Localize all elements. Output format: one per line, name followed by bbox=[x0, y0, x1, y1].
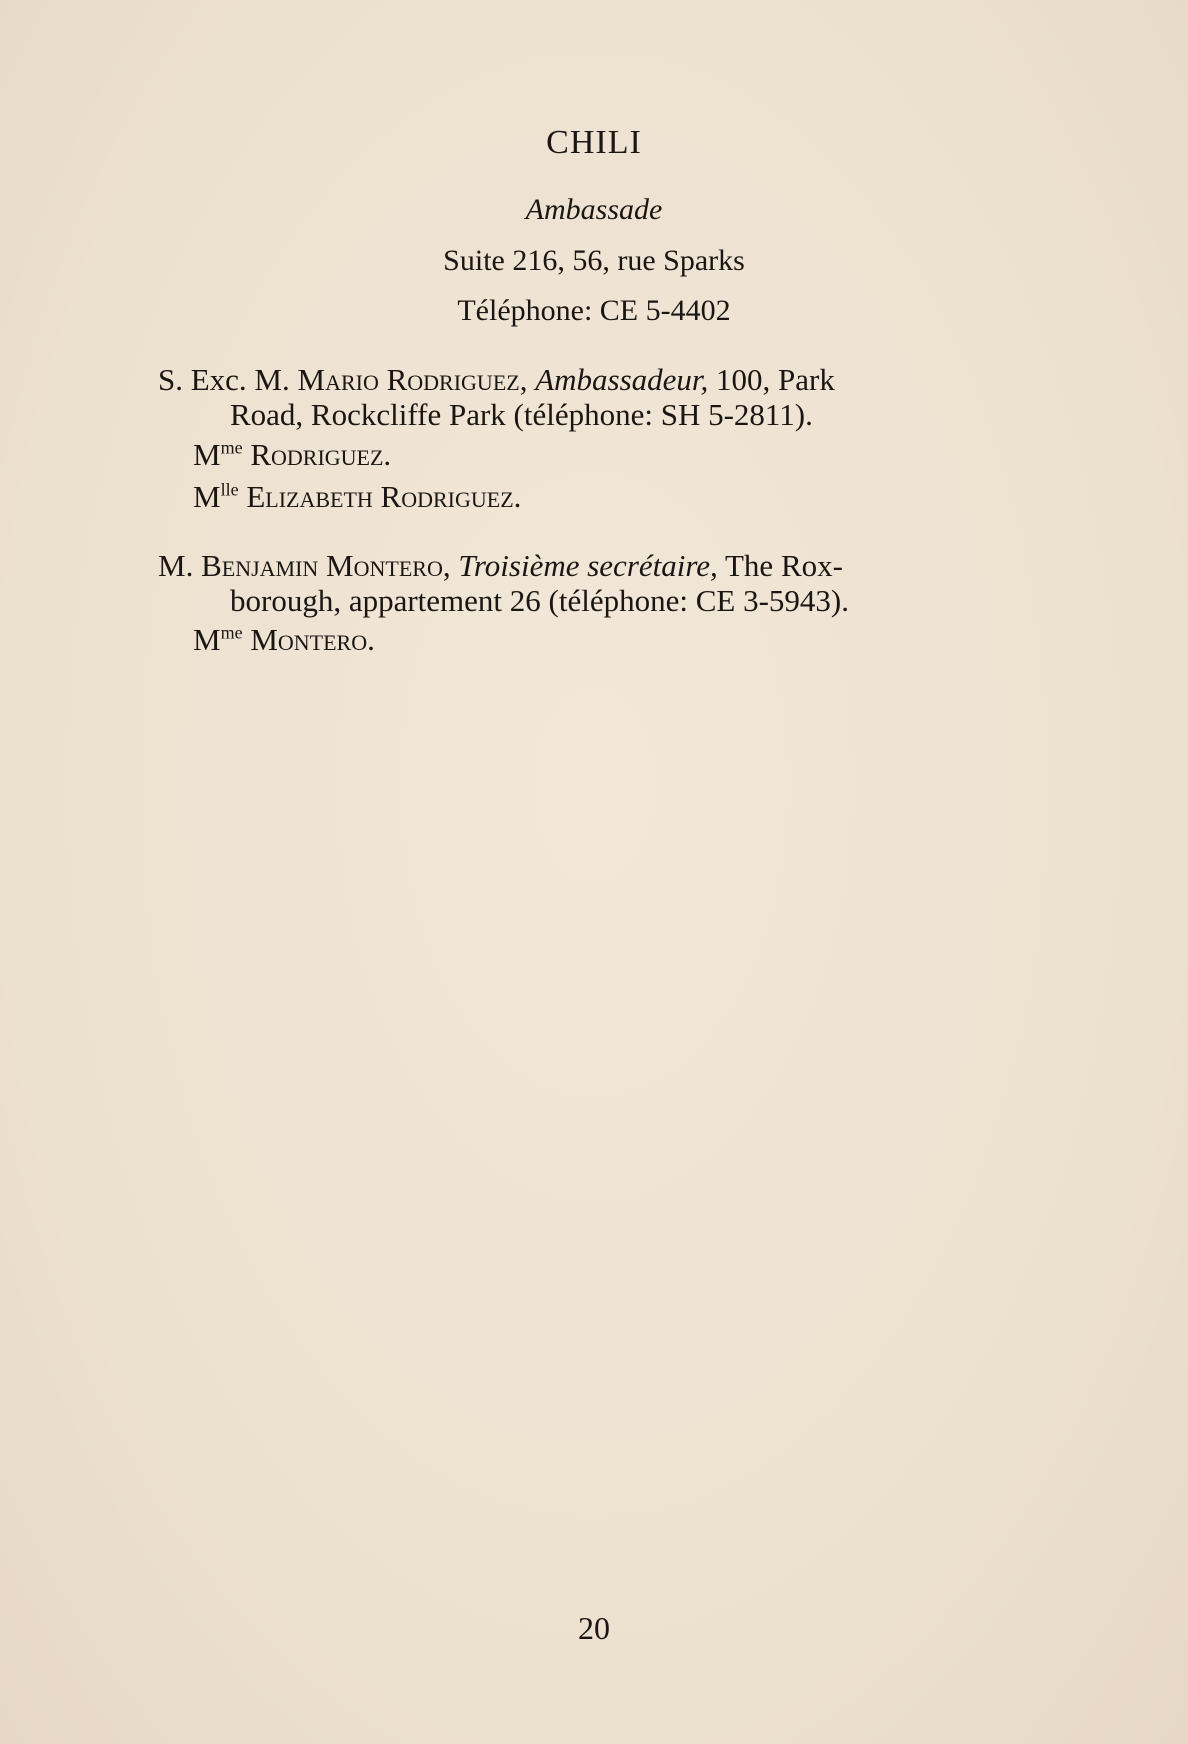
entry-title: Troisième secrétaire, bbox=[458, 548, 718, 583]
spouse-name: Rodriguez. bbox=[250, 437, 392, 472]
embassy-address: Suite 216, 56, rue Sparks bbox=[443, 244, 745, 277]
entry-name: Mario Rodriguez, bbox=[297, 362, 528, 397]
country-heading: CHILI bbox=[546, 124, 642, 161]
entry-title: Ambassadeur, bbox=[535, 362, 709, 397]
honorific-suffix: lle bbox=[220, 479, 239, 500]
page-number: 20 bbox=[578, 1610, 610, 1646]
honorific-suffix: me bbox=[220, 622, 243, 643]
spouse-entry bbox=[193, 437, 391, 473]
honorific: M bbox=[193, 622, 221, 657]
entry-ambassador bbox=[158, 362, 1068, 432]
spouse-entry bbox=[193, 622, 375, 658]
entry-third-secretary bbox=[158, 548, 1068, 618]
entry-details: 100, Park bbox=[716, 362, 835, 397]
entry-prefix: M. bbox=[158, 548, 194, 583]
section-heading: Ambassade bbox=[525, 193, 663, 226]
daughter-entry bbox=[193, 479, 521, 515]
entry-name: Benjamin Montero, bbox=[201, 548, 451, 583]
entry-details: The Rox- bbox=[725, 548, 843, 583]
entry-prefix: S. Exc. M. bbox=[158, 362, 290, 397]
honorific: M bbox=[193, 479, 221, 514]
entry-details-continued: borough, appartement 26 (téléphone: CE 3-5943). bbox=[230, 583, 849, 618]
spouse-name: Montero. bbox=[250, 622, 375, 657]
honorific: M bbox=[193, 437, 221, 472]
honorific-suffix: me bbox=[220, 437, 243, 458]
daughter-name: Elizabeth Rodriguez. bbox=[246, 479, 522, 514]
entry-details-continued: Road, Rockcliffe Park (téléphone: SH 5-2811). bbox=[230, 397, 813, 432]
embassy-telephone: Téléphone: CE 5-4402 bbox=[457, 294, 731, 327]
